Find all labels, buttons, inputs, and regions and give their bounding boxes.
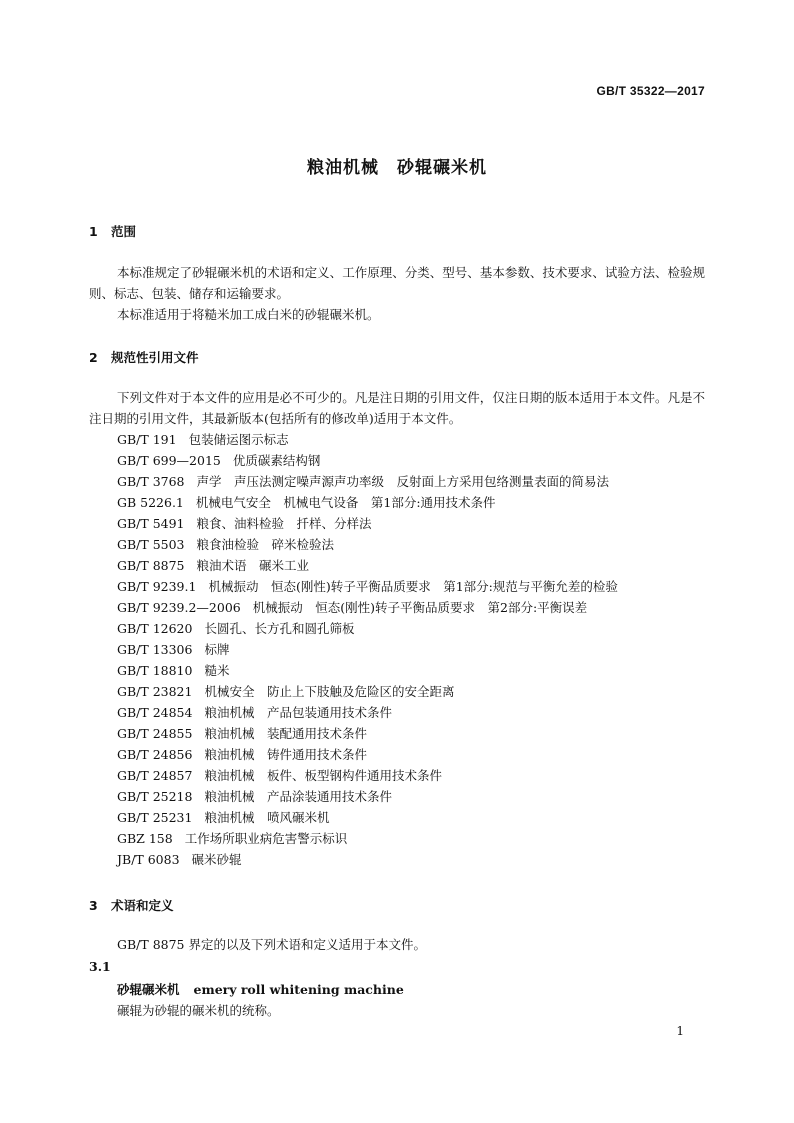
reference-item bbox=[117, 807, 618, 828]
reference-item bbox=[117, 597, 618, 618]
reference-code: GB/T 191 bbox=[117, 432, 177, 447]
section-heading-terms bbox=[89, 896, 174, 914]
reference-code: GB/T 9239.2—2006 bbox=[117, 600, 241, 615]
reference-title: 粮油机械 装配通用技术条件 bbox=[204, 726, 367, 741]
reference-code: JB/T 6083 bbox=[117, 852, 180, 867]
reference-code: GB/T 8875 bbox=[117, 558, 185, 573]
section-heading-references bbox=[89, 348, 199, 366]
reference-code: GB/T 24855 bbox=[117, 726, 193, 741]
page-number: 1 bbox=[676, 1024, 684, 1038]
reference-title: 粮油机械 喷风碾米机 bbox=[204, 810, 330, 825]
reference-code: GB/T 18810 bbox=[117, 663, 193, 678]
reference-title: 碾米砂辊 bbox=[191, 852, 242, 867]
reference-code: GB/T 12620 bbox=[117, 621, 193, 636]
reference-title: 包装储运图示标志 bbox=[188, 432, 289, 447]
references-intro: 下列文件对于本文件的应用是必不可少的。凡是注日期的引用文件，仅注日期的版本适用于本文件。凡是不注日期的引用文件，其最新版本(包括所有的修改单)适用于本文件。 bbox=[89, 390, 705, 426]
reference-code: GB/T 23821 bbox=[117, 684, 193, 699]
term-definition: 碾辊为砂辊的碾米机的统称。 bbox=[117, 1003, 280, 1018]
reference-item bbox=[117, 744, 618, 765]
reference-code: GB 5226.1 bbox=[117, 495, 184, 510]
reference-item bbox=[117, 492, 618, 513]
document-title: 粮油机械 砂辊碾米机 bbox=[307, 158, 487, 178]
reference-title: 机械振动 恒态(刚性)转子平衡品质要求 第1部分:规范与平衡允差的检验 bbox=[208, 579, 618, 594]
reference-code: GB/T 25218 bbox=[117, 789, 193, 804]
term-number: 3.1 bbox=[89, 959, 111, 974]
scope-paragraph-1: 本标准规定了砂辊碾米机的术语和定义、工作原理、分类、型号、基本参数、技术要求、试验方法、检验规则、标志、包装、储存和运输要求。 bbox=[89, 265, 705, 301]
reference-item bbox=[117, 576, 618, 597]
reference-item bbox=[117, 660, 618, 681]
reference-code: GB/T 24857 bbox=[117, 768, 193, 783]
reference-code: GB/T 5491 bbox=[117, 516, 185, 531]
reference-title: 工作场所职业病危害警示标识 bbox=[184, 831, 348, 846]
reference-title: 粮油机械 产品包装通用技术条件 bbox=[204, 705, 392, 720]
reference-item bbox=[117, 828, 618, 849]
section-number: 2 bbox=[89, 350, 98, 365]
reference-item bbox=[117, 681, 618, 702]
reference-item bbox=[117, 723, 618, 744]
terms-intro: GB/T 8875 界定的以及下列术语和定义适用于本文件。 bbox=[117, 937, 426, 952]
reference-code: GB/T 5503 bbox=[117, 537, 185, 552]
section-title: 范围 bbox=[111, 224, 137, 239]
reference-item bbox=[117, 450, 618, 471]
reference-title: 粮油机械 板件、板型钢构件通用技术条件 bbox=[204, 768, 442, 783]
reference-item bbox=[117, 534, 618, 555]
reference-item bbox=[117, 765, 618, 786]
reference-title: 粮油机械 产品涂装通用技术条件 bbox=[204, 789, 392, 804]
reference-list bbox=[117, 429, 618, 870]
scope-paragraph-2: 本标准适用于将糙米加工成白米的砂辊碾米机。 bbox=[117, 307, 380, 322]
reference-item bbox=[117, 702, 618, 723]
reference-item bbox=[117, 618, 618, 639]
reference-title: 糙米 bbox=[204, 663, 230, 678]
section-number: 1 bbox=[89, 224, 98, 239]
reference-code: GB/T 24854 bbox=[117, 705, 193, 720]
term-chinese: 砂辊碾米机 bbox=[117, 982, 180, 997]
reference-code: GB/T 9239.1 bbox=[117, 579, 197, 594]
reference-code: GB/T 25231 bbox=[117, 810, 193, 825]
reference-title: 机械振动 恒态(刚性)转子平衡品质要求 第2部分:平衡误差 bbox=[252, 600, 588, 615]
reference-title: 长圆孔、长方孔和圆孔筛板 bbox=[204, 621, 355, 636]
reference-item bbox=[117, 513, 618, 534]
reference-code: GB/T 3768 bbox=[117, 474, 185, 489]
reference-title: 机械电气安全 机械电气设备 第1部分:通用技术条件 bbox=[195, 495, 496, 510]
reference-title: 声学 声压法测定噪声源声功率级 反射面上方采用包络测量表面的简易法 bbox=[196, 474, 610, 489]
term-entry bbox=[117, 980, 404, 998]
reference-code: GB/T 13306 bbox=[117, 642, 193, 657]
reference-code: GBZ 158 bbox=[117, 831, 173, 846]
reference-title: 机械安全 防止上下肢触及危险区的安全距离 bbox=[204, 684, 455, 699]
reference-code: GB/T 24856 bbox=[117, 747, 193, 762]
reference-item bbox=[117, 555, 618, 576]
reference-item bbox=[117, 639, 618, 660]
reference-code: GB/T 699—2015 bbox=[117, 453, 221, 468]
reference-title: 优质碳素结构钢 bbox=[232, 453, 321, 468]
section-number: 3 bbox=[89, 898, 98, 913]
section-title: 术语和定义 bbox=[111, 898, 174, 913]
reference-title: 粮食油检验 碎米检验法 bbox=[196, 537, 335, 552]
term-english: emery roll whitening machine bbox=[193, 982, 404, 997]
reference-title: 粮食、油料检验 扦样、分样法 bbox=[196, 516, 372, 531]
standard-number: GB/T 35322—2017 bbox=[596, 84, 705, 98]
reference-title: 标牌 bbox=[204, 642, 230, 657]
reference-item bbox=[117, 429, 618, 450]
section-heading-scope bbox=[89, 222, 136, 240]
section-title: 规范性引用文件 bbox=[111, 350, 199, 365]
reference-title: 粮油术语 碾米工业 bbox=[196, 558, 310, 573]
reference-item bbox=[117, 849, 618, 870]
reference-item bbox=[117, 786, 618, 807]
reference-item bbox=[117, 471, 618, 492]
reference-title: 粮油机械 铸件通用技术条件 bbox=[204, 747, 367, 762]
